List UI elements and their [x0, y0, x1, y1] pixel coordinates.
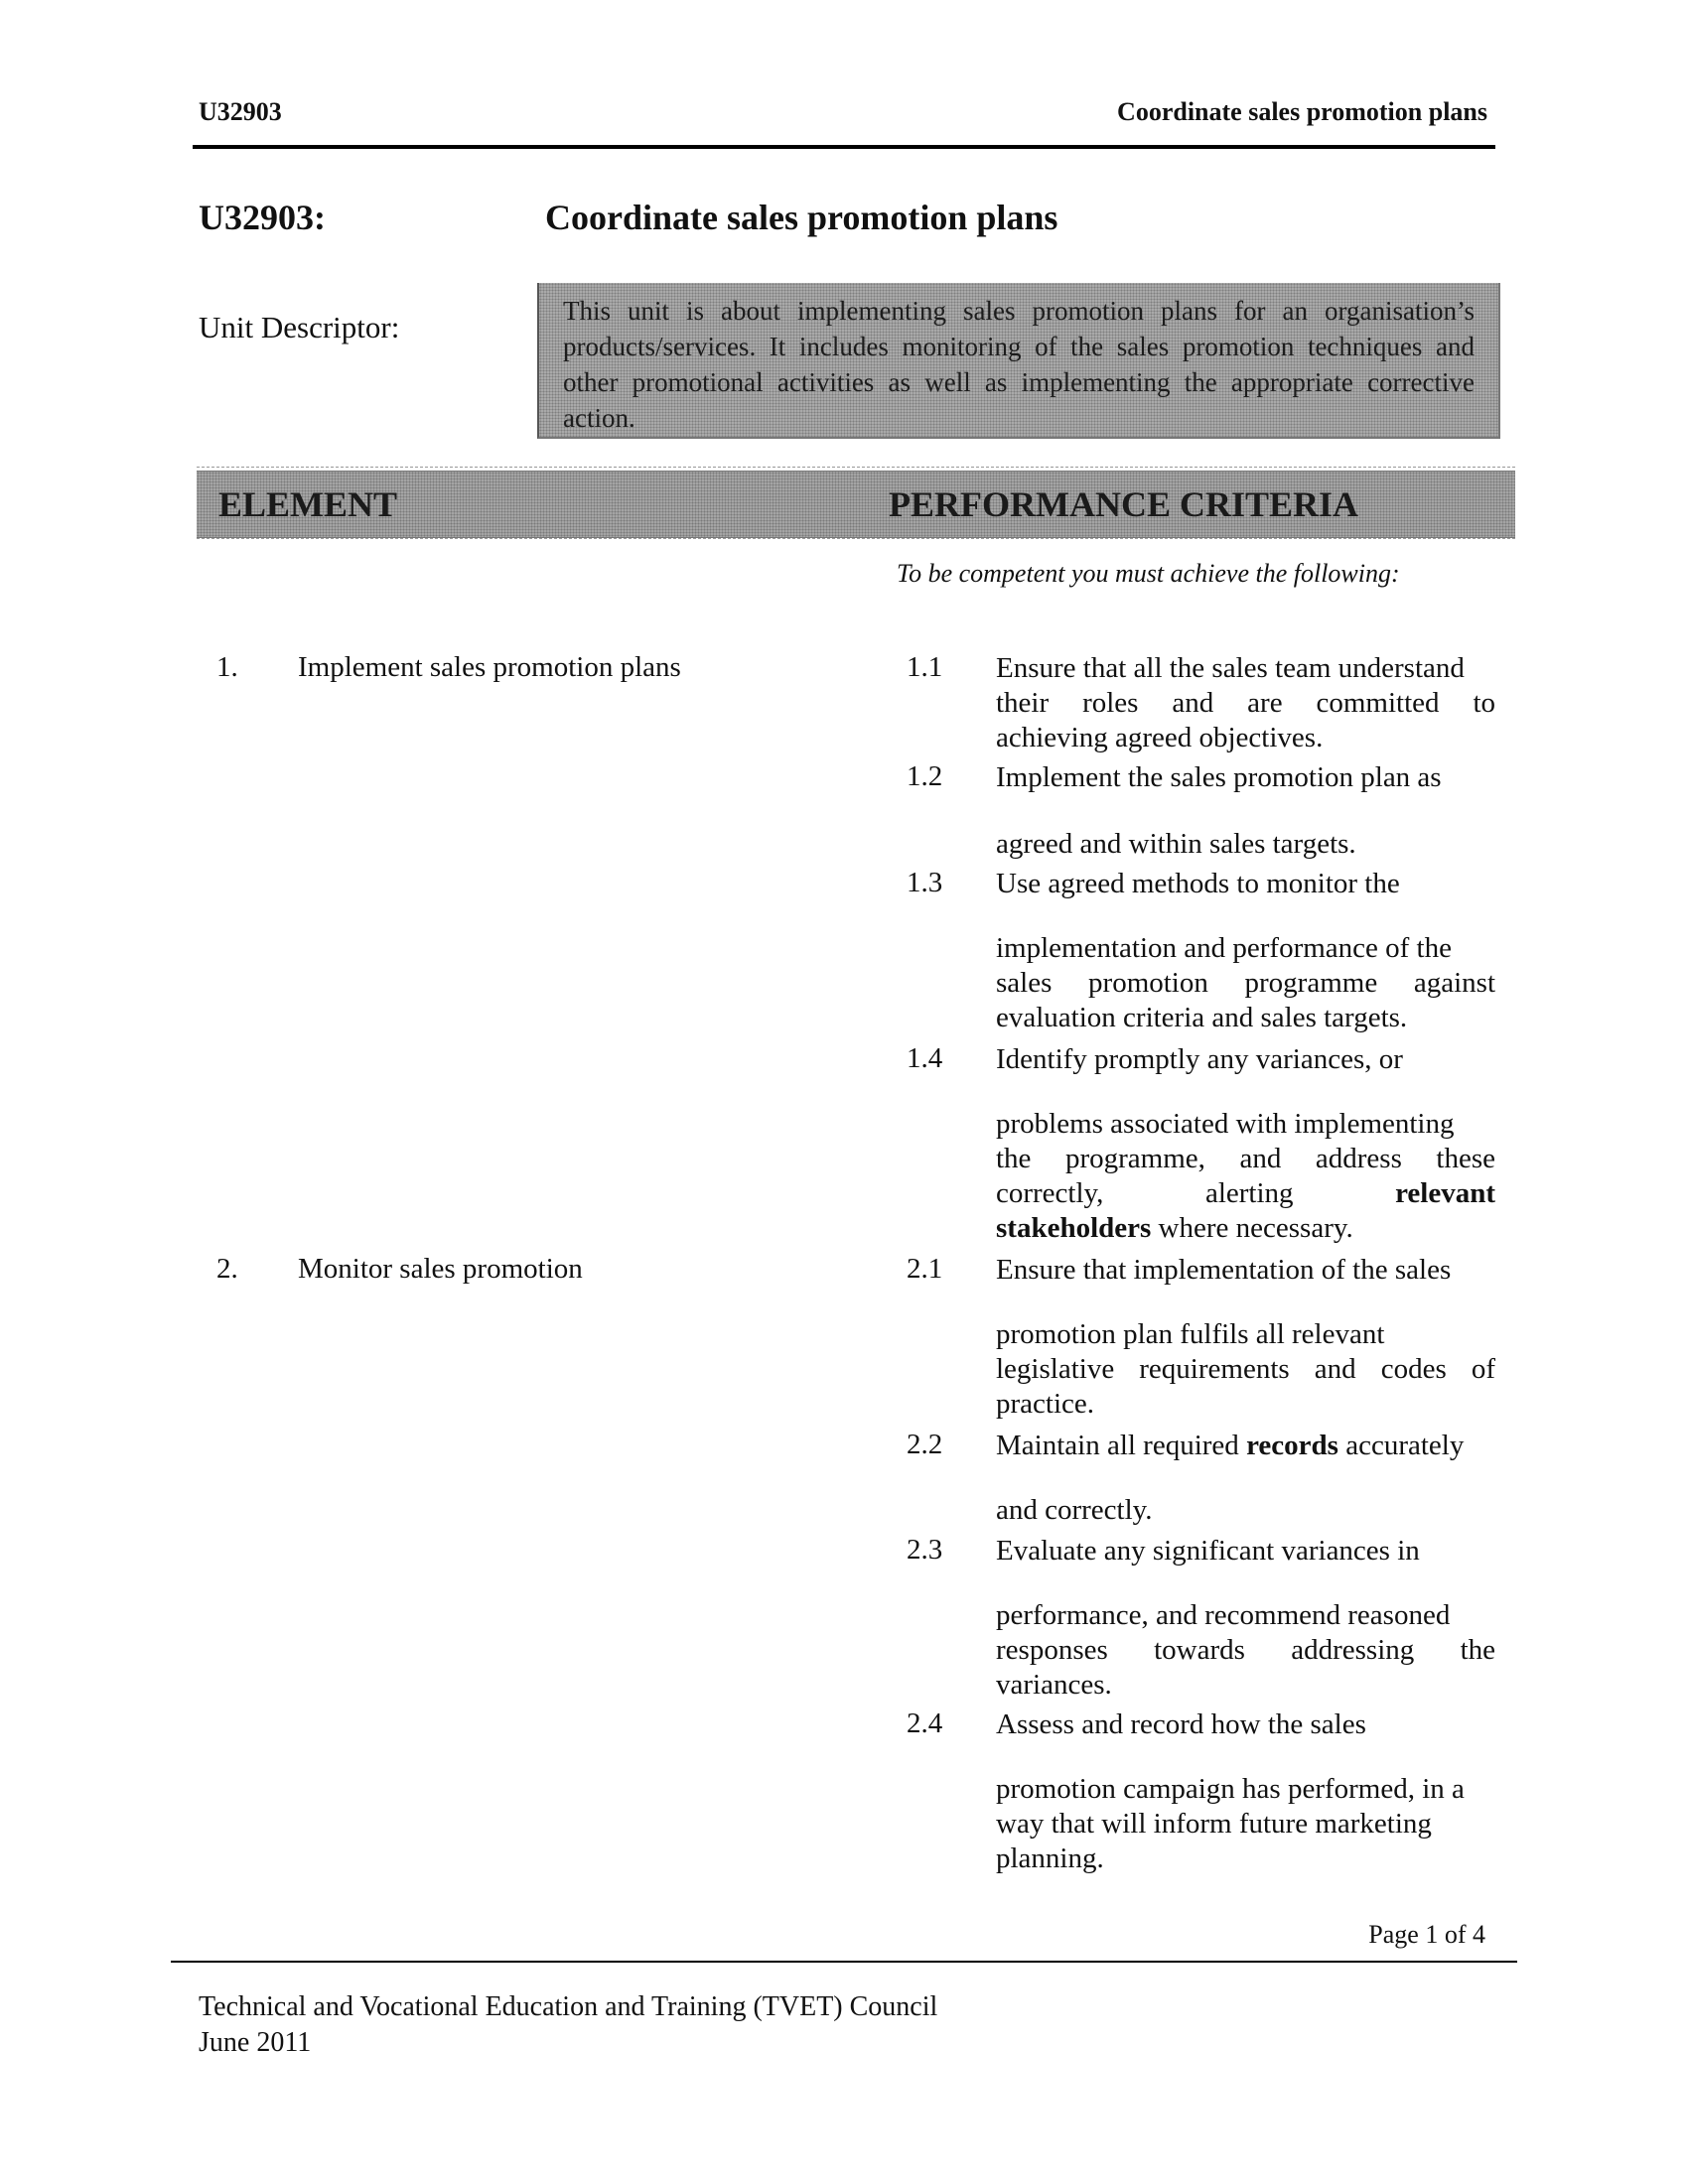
element-label: Implement sales promotion plans — [298, 651, 681, 683]
criterion-line — [996, 1429, 1495, 1463]
criterion-line: legislative requirements and codes of — [996, 1353, 1495, 1385]
criterion-line: implementation and performance of the — [996, 932, 1452, 964]
criterion-keyword: stakeholders — [996, 1212, 1152, 1244]
criterion-line: the programme, and address these — [996, 1143, 1495, 1174]
criterion-line: Ensure that implementation of the sales — [996, 1254, 1452, 1286]
criterion-line: and correctly. — [996, 1494, 1153, 1526]
criterion-number: 2.4 — [907, 1707, 943, 1739]
criterion-word: alerting — [1204, 1177, 1294, 1209]
criterion-line: Use agreed methods to monitor the — [996, 868, 1400, 899]
criterion-number: 1.3 — [907, 867, 943, 898]
criterion-word: accurately — [1337, 1430, 1465, 1461]
criterion-text — [996, 760, 1495, 862]
footer-date: June 2011 — [199, 2027, 312, 2058]
criterion-line: practice. — [996, 1388, 1095, 1420]
criterion-line: responses towards addressing the — [996, 1634, 1495, 1666]
criterion-number: 2.2 — [907, 1429, 943, 1460]
criterion-number: 1.1 — [907, 651, 943, 683]
criterion-text — [996, 1042, 1495, 1246]
criterion-number: 2.1 — [907, 1253, 943, 1285]
criterion-text — [996, 1707, 1495, 1876]
criterion-word: Maintain all required — [996, 1430, 1247, 1461]
criterion-line: sales promotion programme against — [996, 967, 1495, 999]
criterion-line — [996, 1176, 1495, 1211]
criterion-line: their roles and are committed to — [996, 687, 1495, 719]
unit-title: Coordinate sales promotion plans — [545, 198, 1058, 237]
criterion-line: achieving agreed objectives. — [996, 722, 1324, 753]
criterion-text — [996, 651, 1495, 755]
criterion-keyword: records — [1246, 1430, 1338, 1461]
criterion-line: promotion campaign has performed, in a — [996, 1773, 1465, 1805]
criterion-number: 1.4 — [907, 1042, 943, 1074]
table-header-bottom-border — [197, 538, 1515, 539]
unit-descriptor-box — [537, 283, 1500, 439]
criterion-text — [996, 867, 1495, 1035]
element-label: Monitor sales promotion — [298, 1253, 583, 1285]
element-number: 2. — [216, 1253, 238, 1285]
criterion-line: evaluation criteria and sales targets. — [996, 1002, 1408, 1033]
criterion-line: Ensure that all the sales team understand — [996, 652, 1465, 684]
criterion-line: Implement the sales promotion plan as — [996, 761, 1442, 793]
criterion-word: correctly, — [996, 1177, 1104, 1209]
footer-divider — [171, 1961, 1517, 1963]
unit-descriptor-label: Unit Descriptor: — [199, 310, 400, 344]
criterion-line: Identify promptly any variances, or — [996, 1043, 1403, 1075]
criterion-text — [996, 1534, 1495, 1703]
header-unit-title: Coordinate sales promotion plans — [1117, 97, 1487, 126]
criterion-line: Evaluate any significant variances in — [996, 1535, 1420, 1567]
element-number: 1. — [216, 651, 238, 683]
table-header — [197, 471, 1515, 538]
footer-council: Technical and Vocational Education and Training (TVET) Council — [199, 1991, 938, 2022]
column-header-performance-criteria: PERFORMANCE CRITERIA — [889, 484, 1359, 524]
criterion-line: planning. — [996, 1843, 1104, 1874]
header-divider — [193, 145, 1495, 149]
criterion-line: problems associated with implementing — [996, 1108, 1455, 1140]
criterion-keyword: relevant — [1395, 1177, 1495, 1209]
criterion-line: variances. — [996, 1669, 1112, 1701]
criterion-line: performance, and recommend reasoned — [996, 1599, 1451, 1631]
column-header-element: ELEMENT — [218, 484, 398, 524]
table-header-top-border — [197, 467, 1515, 468]
criteria-intro: To be competent you must achieve the following: — [897, 559, 1400, 588]
criterion-line — [996, 1211, 1495, 1246]
criterion-line: agreed and within sales targets. — [996, 828, 1356, 860]
page-number: Page 1 of 4 — [1368, 1920, 1485, 1949]
criterion-text — [996, 1253, 1495, 1422]
header-unit-code: U32903 — [199, 97, 282, 126]
criterion-line: way that will inform future marketing — [996, 1808, 1432, 1840]
unit-descriptor-text: This unit is about implementing sales promotion plans for an organisation’s products/services. It includes monitoring of the sales promotion techniques and other promotional activities as well as implementing the appropriate corrective action. — [563, 296, 1475, 433]
criterion-word: where necessary. — [1151, 1212, 1353, 1244]
criterion-number: 1.2 — [907, 760, 943, 792]
criterion-number: 2.3 — [907, 1534, 943, 1566]
criterion-line: promotion plan fulfils all relevant — [996, 1318, 1385, 1350]
criterion-text — [996, 1429, 1495, 1528]
criterion-line: Assess and record how the sales — [996, 1708, 1366, 1740]
unit-code: U32903: — [199, 198, 326, 237]
